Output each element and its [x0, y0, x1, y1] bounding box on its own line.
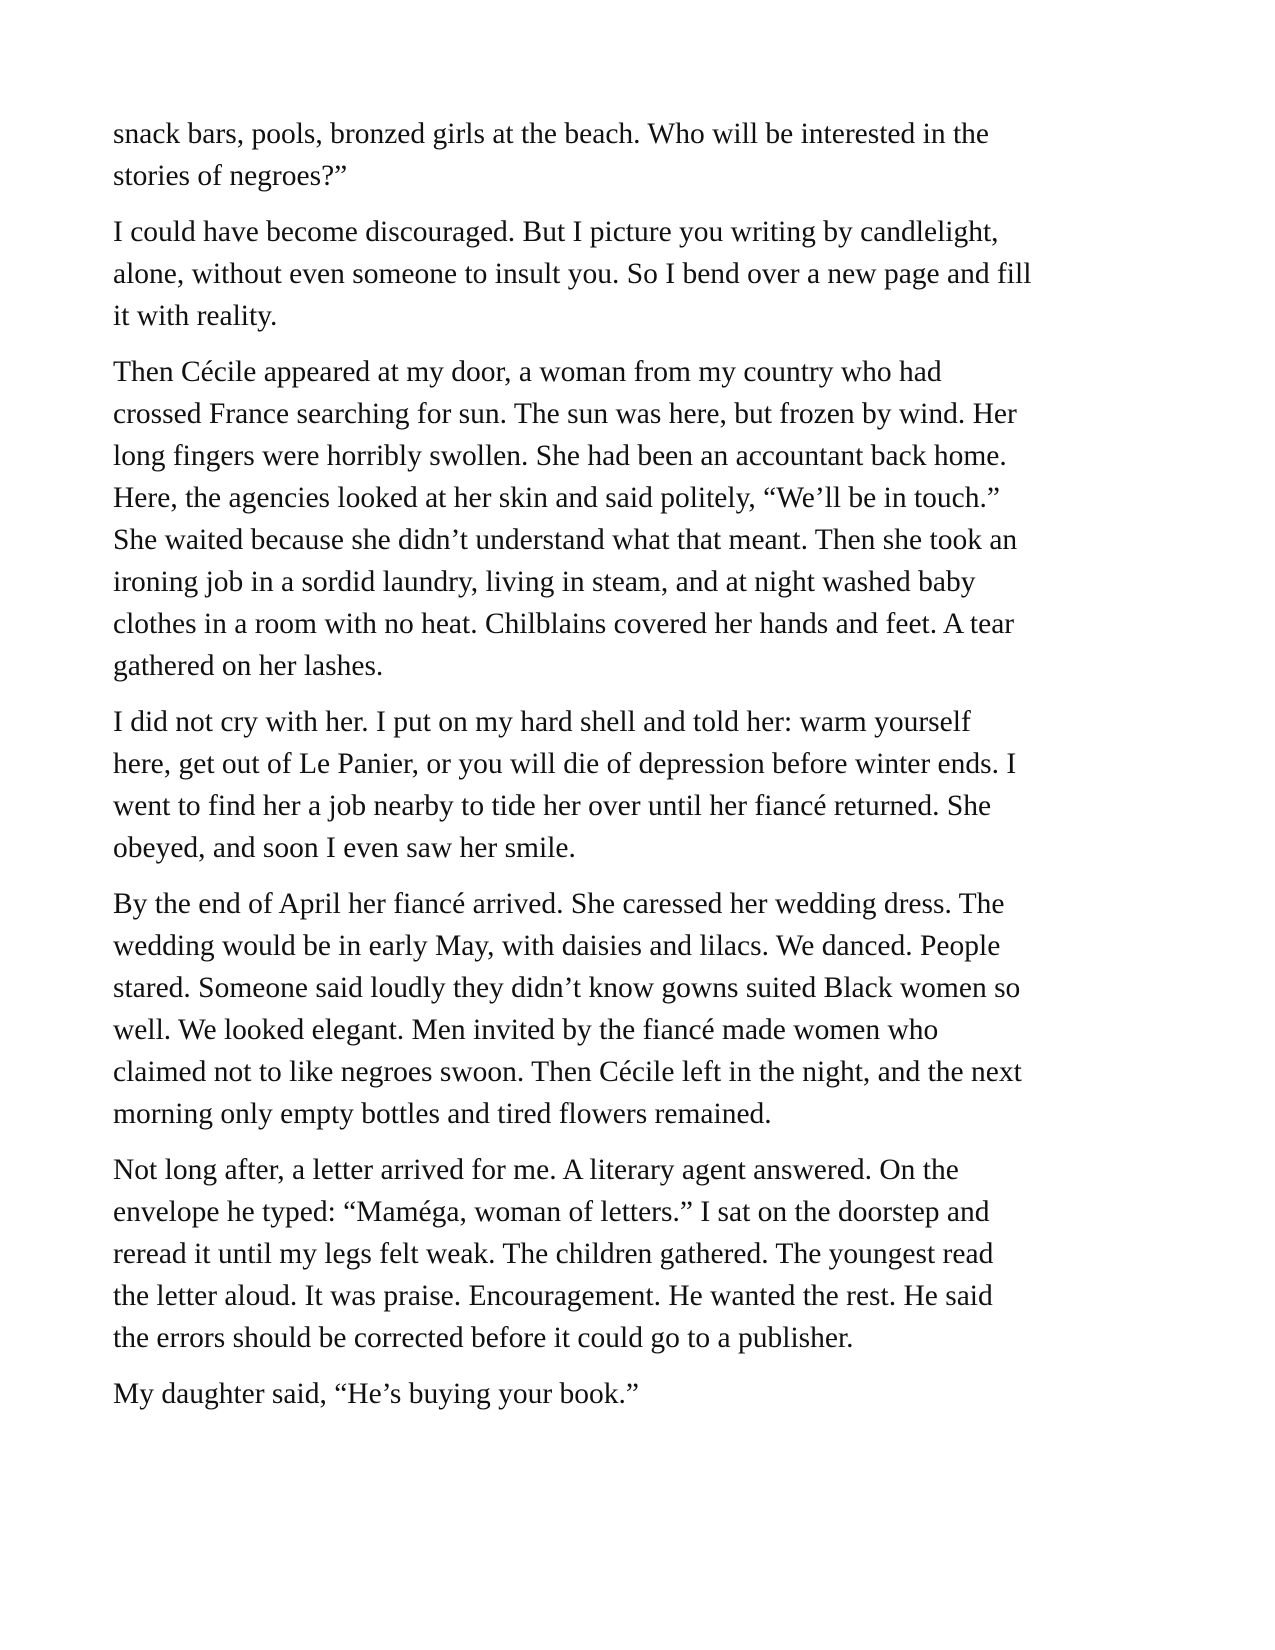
text-line: well. We looked elegant. Men invited by the fiancé made women who [113, 1014, 939, 1046]
text-line: ironing job in a sordid laundry, living in steam, and at night washed baby [113, 566, 976, 598]
text-line: I could have become discouraged. But I picture you writing by candlelight, [113, 216, 999, 248]
paragraph [113, 701, 1173, 869]
text-line: By the end of April her fiancé arrived. She caressed her wedding dress. The [113, 888, 1005, 920]
text-line: wedding would be in early May, with daisies and lilacs. We danced. People [113, 930, 1001, 962]
paragraph [113, 113, 1173, 197]
text-line: alone, without even someone to insult you. So I bend over a new page and fill [113, 258, 1032, 290]
text-line: went to find her a job nearby to tide her over until her fiancé returned. She [113, 790, 992, 822]
text-line: envelope he typed: “Maméga, woman of letters.” I sat on the doorstep and [113, 1196, 990, 1228]
paragraph [113, 1149, 1173, 1359]
text-line: crossed France searching for sun. The sun was here, but frozen by wind. Her [113, 398, 1017, 430]
text-line: gathered on her lashes. [113, 650, 384, 682]
text-line: obeyed, and soon I even saw her smile. [113, 832, 576, 864]
paragraph [113, 883, 1173, 1135]
text-line: She waited because she didn’t understand what that meant. Then she took an [113, 524, 1018, 556]
text-line: stared. Someone said loudly they didn’t know gowns suited Black women so [113, 972, 1021, 1004]
paragraph [113, 1373, 1173, 1415]
text-line: Here, the agencies looked at her skin and said politely, “We’ll be in touch.” [113, 482, 1000, 514]
text-line: the errors should be corrected before it could go to a publisher. [113, 1322, 854, 1354]
text-line: snack bars, pools, bronzed girls at the beach. Who will be interested in the [113, 118, 990, 150]
text-line: I did not cry with her. I put on my hard shell and told her: warm yourself [113, 706, 971, 738]
text-line: long fingers were horribly swollen. She had been an accountant back home. [113, 440, 1007, 472]
text-line: My daughter said, “He’s buying your book.” [113, 1378, 639, 1410]
text-line: Not long after, a letter arrived for me. A literary agent answered. On the [113, 1154, 959, 1186]
text-line: it with reality. [113, 300, 278, 332]
text-line: claimed not to like negroes swoon. Then Cécile left in the night, and the next [113, 1056, 1022, 1088]
text-line: the letter aloud. It was praise. Encouragement. He wanted the rest. He said [113, 1280, 993, 1312]
paragraph [113, 211, 1173, 337]
document-body [113, 113, 1173, 1429]
text-line: stories of negroes?” [113, 160, 348, 192]
text-line: Then Cécile appeared at my door, a woman from my country who had [113, 356, 942, 388]
text-line: morning only empty bottles and tired flowers remained. [113, 1098, 772, 1130]
text-line: here, get out of Le Panier, or you will die of depression before winter ends. I [113, 748, 1017, 780]
paragraph [113, 351, 1173, 687]
text-line: clothes in a room with no heat. Chilblains covered her hands and feet. A tear [113, 608, 1015, 640]
text-line: reread it until my legs felt weak. The children gathered. The youngest read [113, 1238, 994, 1270]
